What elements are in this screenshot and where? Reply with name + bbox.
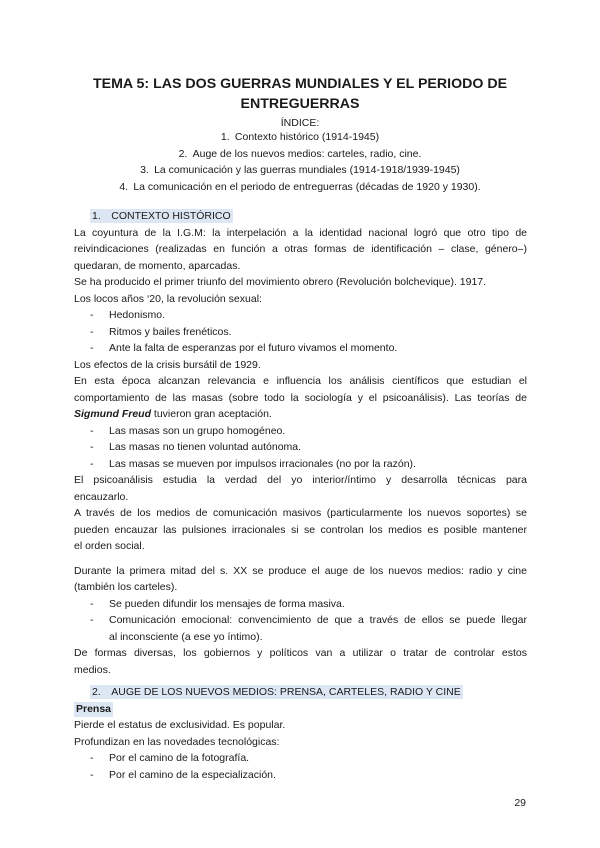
- paragraph-line: [74, 406, 527, 423]
- list-item: - Por el camino de la especialización.: [90, 768, 276, 781]
- spacer: [74, 555, 527, 563]
- list-item: - Se pueden difundir los mensajes de forma masiva.: [90, 597, 345, 610]
- list-item-text: Por el camino de la fotografía.: [109, 752, 250, 764]
- list-item: - Ritmos y bailes frenéticos.: [90, 325, 232, 338]
- index-list: [0, 129, 600, 195]
- author-name: Sigmund Freud: [74, 408, 151, 420]
- list-item: - Las masas no tienen voluntad autónoma.: [90, 441, 302, 453]
- section-1-heading: [74, 208, 527, 225]
- list-item-text: Ante la falta de esperanzas por el futuro vivamos el momento.: [109, 342, 398, 354]
- paragraph-line: Pierde el estatus de exclusividad. Es popular.: [74, 719, 286, 731]
- index-item: 4. La comunicación en el periodo de entreguerras (décadas de 1920 y 1930).: [119, 180, 481, 193]
- list-item: - Por el camino de la fotografía.: [90, 752, 250, 764]
- index-item: 2. Auge de los nuevos medios: carteles, radio, cine.: [178, 147, 422, 160]
- section-2-heading-text: 2. AUGE DE LOS NUEVOS MEDIOS: PRENSA, CARTELES, RADIO Y CINE: [92, 686, 461, 698]
- title-line-2: ENTREGUERRAS: [240, 96, 360, 112]
- list-item-text: Las masas se mueven por impulsos irracionales (no por la razón).: [109, 457, 416, 470]
- list-item-text: Las masas no tienen voluntad autónoma.: [109, 441, 302, 453]
- paragraph-line: reivindicaciones (realizadas en función a otras formas de identificación – clase, género–): [74, 243, 527, 255]
- list-item: - Ante la falta de esperanzas por el futuro vivamos el momento.: [90, 342, 398, 354]
- page-title: [70, 74, 530, 114]
- list-item-text: Se pueden difundir los mensajes de forma masiva.: [109, 597, 345, 610]
- paragraph-line: Profundizan en las novedades tecnológicas:: [74, 735, 280, 748]
- paragraph-text: tuvieron gran aceptación.: [151, 408, 272, 420]
- paragraph-line: Durante la primera mitad del s. XX se produce el auge de los nuevos medios: radio y cine: [74, 564, 527, 577]
- paragraph-line: La coyuntura de la I.G.M: la interpelación a la identidad nacional logró que otro tipo de: [74, 226, 527, 239]
- list-item: - Las masas se mueven por impulsos irracionales (no por la razón).: [90, 457, 416, 470]
- paragraph-line: quedaran, de momento, aparcadas.: [74, 259, 241, 272]
- page-number: 29: [514, 797, 526, 809]
- list-item: - Comunicación emocional: convencimiento de que a través de ellos se puede llegar: [74, 612, 527, 629]
- index-item: 1. Contexto histórico (1914-1945): [220, 131, 380, 143]
- paragraph-line: Los locos años ‘20, la revolución sexual:: [74, 292, 262, 305]
- paragraph-line: (también los carteles).: [74, 581, 178, 593]
- list-item-continuation: [74, 629, 527, 646]
- subheading-row: [74, 701, 527, 718]
- list-item: - Hedonismo.: [90, 309, 166, 321]
- paragraph-line: Los efectos de la crisis bursátil de 1929.: [74, 358, 261, 371]
- list-item-text: Las masas son un grupo homogéneo.: [109, 424, 286, 437]
- list-item-text: al inconsciente (a ese yo íntimo).: [109, 630, 263, 643]
- section-1-heading-text: 1. CONTEXTO HISTÓRICO: [92, 210, 231, 222]
- paragraph-line: Se ha producido el primer triunfo del movimiento obrero (Revolución bolchevique). 1917.: [74, 276, 487, 288]
- paragraph-line: el orden social.: [74, 540, 145, 552]
- list-item-text: Comunicación emocional: convencimiento de que a través de ellos se puede llegar: [109, 614, 527, 626]
- paragraph-line: comportamiento de las masas (sobre todo la sociología y el psicoanálisis). Las teorías de: [74, 391, 527, 404]
- paragraph-line: De formas diversas, los gobiernos y políticos van a utilizar o tratar de controlar estos: [74, 647, 527, 659]
- paragraph-line: medios.: [74, 663, 111, 676]
- list-item-text: Hedonismo.: [109, 309, 166, 321]
- paragraph-line: A través de los medios de comunicación masivos (particularmente los nuevos soportes) se: [74, 507, 527, 519]
- list-item-text: Por el camino de la especialización.: [109, 768, 276, 781]
- paragraph-line: encauzarlo.: [74, 490, 129, 503]
- paragraph-line: El psicoanálisis estudia la verdad del yo interior/íntimo y desarrolla técnicas para: [74, 474, 527, 486]
- title-line-1: TEMA 5: LAS DOS GUERRAS MUNDIALES Y EL PERIODO DE: [92, 76, 508, 92]
- index-heading: ÍNDICE:: [280, 117, 320, 129]
- section-2-heading: [74, 684, 527, 701]
- list-item: - Las masas son un grupo homogéneo.: [90, 424, 286, 437]
- list-item-text: Ritmos y bailes frenéticos.: [109, 325, 232, 338]
- paragraph-line: En esta época alcanzan relevancia e influencia los análisis científicos que estudian el: [74, 375, 527, 387]
- index-item: 3. La comunicación y las guerras mundiales (1914-1918/1939-1945): [140, 164, 460, 176]
- document-body: [74, 208, 527, 783]
- paragraph-line: pueden encauzar las pulsiones irracionales si se controlan los medios es posible mantener: [74, 523, 527, 536]
- subheading-prensa: Prensa: [76, 702, 112, 715]
